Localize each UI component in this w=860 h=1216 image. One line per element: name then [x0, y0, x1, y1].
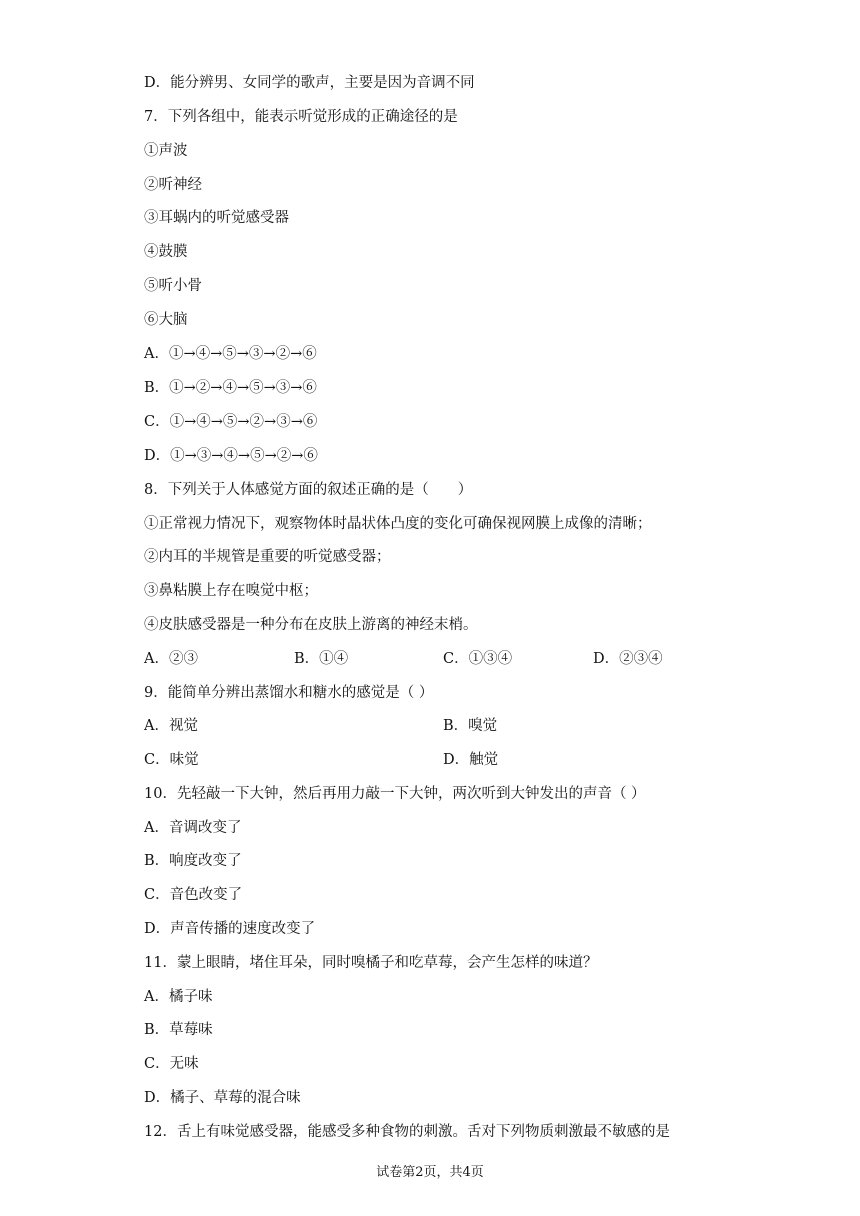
q7-item-4: ④鼓膜 [144, 244, 188, 260]
q7-option-c: C．①→④→⑤→②→③→⑥ [144, 414, 318, 430]
q7-option-a: A．①→④→⑤→③→②→⑥ [144, 346, 317, 362]
q8-option-a: A．②③ [144, 651, 198, 667]
q7-item-2: ②听神经 [144, 177, 202, 193]
q10-option-d: D．声音传播的速度改变了 [144, 921, 316, 937]
q11-option-a: A．橘子味 [144, 989, 213, 1005]
page-footer: 试卷第2页，共4页 [376, 1165, 484, 1180]
q8-item-1: ①正常视力情况下，观察物体时晶状体凸度的变化可确保视网膜上成像的清晰； [144, 516, 652, 532]
q7-item-1: ①声波 [144, 143, 188, 159]
q7-item-6: ⑥大脑 [144, 312, 188, 328]
q12-stem: 12．舌上有味觉感受器，能感受多种食物的刺激。舌对下列物质刺激最不敏感的是 [144, 1124, 670, 1140]
q9-option-a: A．视觉 [144, 718, 198, 734]
q11-option-b: B．草莓味 [144, 1022, 213, 1038]
q11-stem: 11．蒙上眼睛，堵住耳朵，同时嗅橘子和吃草莓，会产生怎样的味道？ [144, 955, 598, 971]
q9-option-d: D．触觉 [443, 752, 499, 768]
q9-option-c: C．味觉 [144, 752, 199, 768]
q7-item-5: ⑤听小骨 [144, 278, 202, 294]
q10-stem: 10．先轻敲一下大钟，然后再用力敲一下大钟，两次听到大钟发出的声音（ ） [144, 786, 646, 802]
q8-item-2: ②内耳的半规管是重要的听觉感受器； [144, 549, 391, 565]
q8-stem: 8．下列关于人体感觉方面的叙述正确的是（ ） [144, 482, 473, 498]
q6-option-d: D．能分辨男、女同学的歌声，主要是因为音调不同 [144, 75, 475, 91]
q7-option-b: B．①→②→④→⑤→③→⑥ [144, 380, 317, 396]
q11-option-d: D．橘子、草莓的混合味 [144, 1090, 301, 1106]
q8-option-d: D．②③④ [593, 651, 663, 667]
q8-option-c: C．①③④ [443, 651, 513, 667]
q8-item-3: ③鼻粘膜上存在嗅觉中枢； [144, 583, 318, 599]
q8-option-b: B．①④ [294, 651, 349, 667]
q7-option-d: D．①→③→④→⑤→②→⑥ [144, 448, 318, 464]
q10-option-a: A．音调改变了 [144, 820, 242, 836]
q8-item-4: ④皮肤感受器是一种分布在皮肤上游离的神经末梢。 [144, 617, 478, 633]
q9-stem: 9．能简单分辨出蒸馏水和糖水的感觉是（ ） [144, 685, 434, 701]
q7-item-3: ③耳蜗内的听觉感受器 [144, 210, 289, 226]
q11-option-c: C．无味 [144, 1056, 199, 1072]
q7-stem: 7．下列各组中，能表示听觉形成的正确途径的是 [144, 109, 458, 125]
q10-option-b: B．响度改变了 [144, 853, 242, 869]
q9-option-b: B．嗅觉 [443, 718, 498, 734]
q10-option-c: C．音色改变了 [144, 887, 243, 903]
